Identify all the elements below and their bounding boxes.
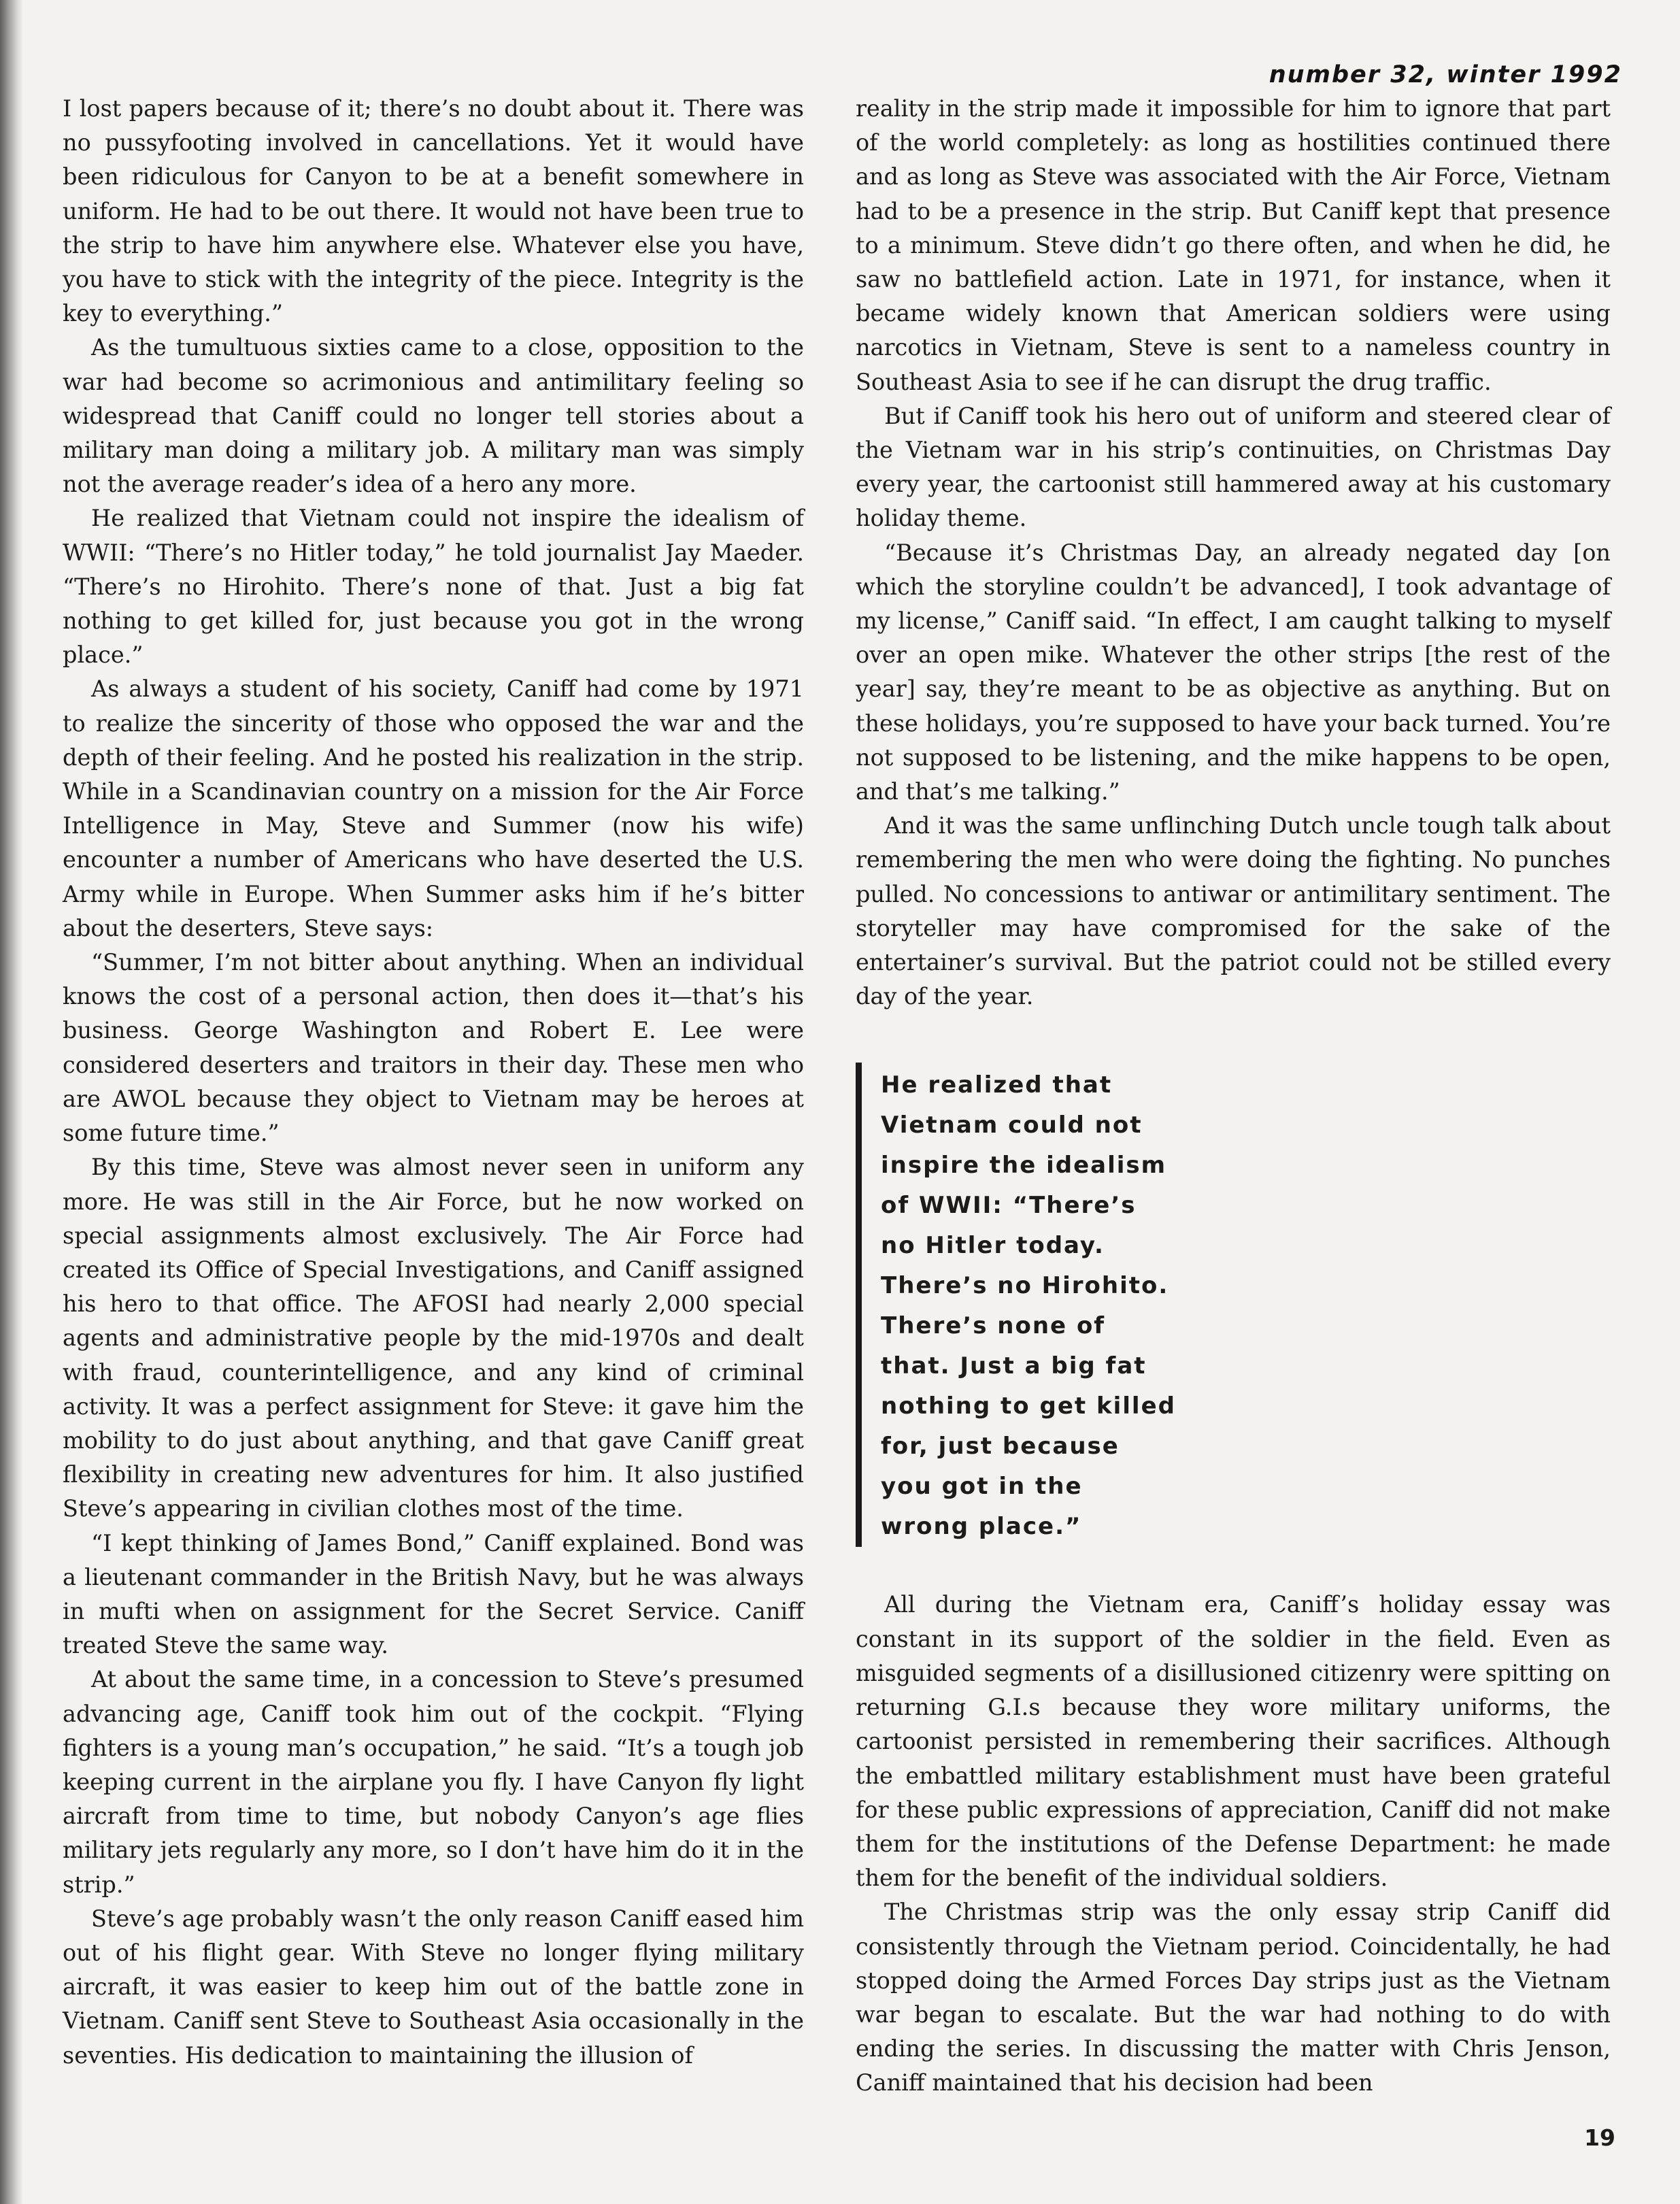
paragraph: Steve’s age probably wasn’t the only reason Caniff eased him out of his flight gear. With Steve no longer flying military aircraft, it was easier to keep him out of the battle zone in Vietnam. Caniff sent Steve to Southeast Asia occasionally in the seventies. His dedication to maintaining the illusion of [63, 1905, 804, 2069]
paragraph: The Christmas strip was the only essay strip Caniff did consistently through the Vietnam period. Coincidentally, he had stopped doing the Armed Forces Day strips just as the Vietnam war began to escalate. But the war had nothing to do with ending the series. In discussing the matter with Chris Jenson, Caniff maintained that his decision had been [856, 1899, 1611, 2097]
paragraph: All during the Vietnam era, Caniff’s holiday essay was constant in its support of the soldier in the field. Even as misguided segments of a disillusioned citizenry were spitting on returning G.I.s because they wore military uniforms, the cartoonist persisted in remembering their sacrifices. Although the embattled military establishment must have been grateful for these public expressions of appreciation, Caniff did not make them for the institutions of the Defense Department: he made them for the benefit of the individual soldiers. [856, 1591, 1611, 1892]
pull-quote-line: no Hitler today. [881, 1232, 1105, 1260]
paragraph: “I kept thinking of James Bond,” Caniff explained. Bond was a lieutenant commander in the British Navy, but he was always in mufti when on assignment for the Secret Service. Caniff treated Steve the same way. [63, 1529, 804, 1659]
paragraph: As the tumultuous sixties came to a close, opposition to the war had become so acrimonious and antimilitary feeling so widespread that Caniff could no longer tell stories about a military man doing a military job. A military man was simply not the average reader’s idea of a hero any more. [63, 334, 804, 498]
paragraph: And it was the same unflinching Dutch uncle tough talk about remembering the men who were doing the fighting. No punches pulled. No concessions to antiwar or antimilitary sentiment. The storyteller may have compromised for the sake of the entertainer’s survival. But the patriot could not be stilled every day of the year. [856, 812, 1611, 1010]
paragraph: “Because it’s Christmas Day, an already negated day [on which the storyline couldn’t be advanced], I took advantage of my license,” Caniff said. “In effect, I am caught talking to myself over an open mike. Whatever the other strips [the rest of the year] say, they’re meant to be as objective as anything. But on these holidays, you’re supposed to have your back turned. You’re not supposed to be listening, and the mike happens to be open, and that’s me talking.” [856, 539, 1611, 805]
left-column [63, 92, 804, 2073]
paragraph: He realized that Vietnam could not inspire the idealism of WWII: “There’s no Hitler today,” he told journalist Jay Maeder. “There’s no Hirohito. There’s none of that. Just a big fat nothing to get killed for, just because you got in the wrong place.” [63, 505, 804, 669]
pull-quote-line: of WWII: “There’s [881, 1192, 1137, 1220]
right-column [856, 92, 1611, 2101]
pull-quote-line: that. Just a big fat [881, 1352, 1147, 1380]
pull-quote-line: inspire the idealism [881, 1152, 1167, 1180]
page-binding-shadow [0, 0, 23, 2204]
page-number: 19 [1584, 2124, 1615, 2151]
paragraph: But if Caniff took his hero out of uniform and steered clear of the Vietnam war in his strip’s continuities, on Christmas Day every year, the cartoonist still hammered away at his customary holiday theme. [856, 402, 1611, 532]
pull-quote-line: you got in the [881, 1473, 1083, 1501]
pull-quote-line: nothing to get killed [881, 1392, 1176, 1420]
pull-quote [856, 1063, 1234, 1547]
pull-quote-line: for, just because [881, 1433, 1120, 1460]
paragraph: reality in the strip made it impossible for him to ignore that part of the world completely: as long as hostilities continued there and as long as Steve was associated with the Air Force, Vietnam had to be a presence in the strip. But Caniff kept that presence to a minimum. Steve didn’t go there often, and when he did, he saw no battlefield action. Late in 1971, for instance, when it became widely known that American soldiers were using narcotics in Vietnam, Steve is sent to a nameless country in Southeast Asia to see if he can disrupt the drug traffic. [856, 95, 1611, 395]
paragraph: I lost papers because of it; there’s no doubt about it. There was no pussyfooting involved in cancellations. Yet it would have been ridiculous for Canyon to be at a benefit somewhere in uniform. He had to be out there. It would not have been true to the strip to have him anywhere else. Whatever else you have, you have to stick with the integrity of the piece. Integrity is the key to everything.” [63, 95, 804, 327]
pull-quote-line: There’s none of [881, 1312, 1106, 1340]
pull-quote-line: There’s no Hirohito. [881, 1272, 1169, 1300]
paragraph: As always a student of his society, Caniff had come by 1971 to realize the sincerity of those who opposed the war and the depth of their feeling. And he posted his realization in the strip. While in a Scandinavian country on a mission for the Air Force Intelligence in May, Steve and Summer (now his wife) encounter a number of Americans who have deserted the U.S. Army while in Europe. When Summer asks him if he’s bitter about the deserters, Steve says: [63, 675, 804, 941]
paragraph: At about the same time, in a concession to Steve’s presumed advancing age, Caniff took him out of the cockpit. “Flying fighters is a young man’s occupation,” he said. “It’s a tough job keeping current in the airplane you fly. I have Canyon fly light aircraft from time to time, but nobody Canyon’s age flies military jets regularly any more, so I don’t have him do it in the strip.” [63, 1666, 804, 1898]
paragraph: By this time, Steve was almost never seen in uniform any more. He was still in the Air Force, but he now worked on special assignments almost exclusively. The Air Force had created its Office of Special Investigations, and Caniff assigned his hero to that office. The AFOSI had nearly 2,000 special agents and administrative people by the mid-1970s and dealt with fraud, counterintelligence, and any kind of criminal activity. It was a perfect assignment for Steve: it gave him the mobility to do just about anything, and that gave Caniff great flexibility in creating new adventures for him. It also justified Steve’s appearing in civilian clothes most of the time. [63, 1154, 804, 1522]
paragraph: “Summer, I’m not bitter about anything. When an individual knows the cost of a personal action, then does it—that’s his business. George Washington and Robert E. Lee were considered deserters and traitors in their day. These men who are AWOL because they object to Vietnam may be heroes at some future time.” [63, 949, 804, 1147]
pull-quote-line: Vietnam could not [881, 1112, 1143, 1139]
running-head: number 32, winter 1992 [1269, 61, 1622, 88]
pull-quote-line: He realized that [881, 1071, 1113, 1099]
pull-quote-line: wrong place.” [881, 1513, 1082, 1541]
